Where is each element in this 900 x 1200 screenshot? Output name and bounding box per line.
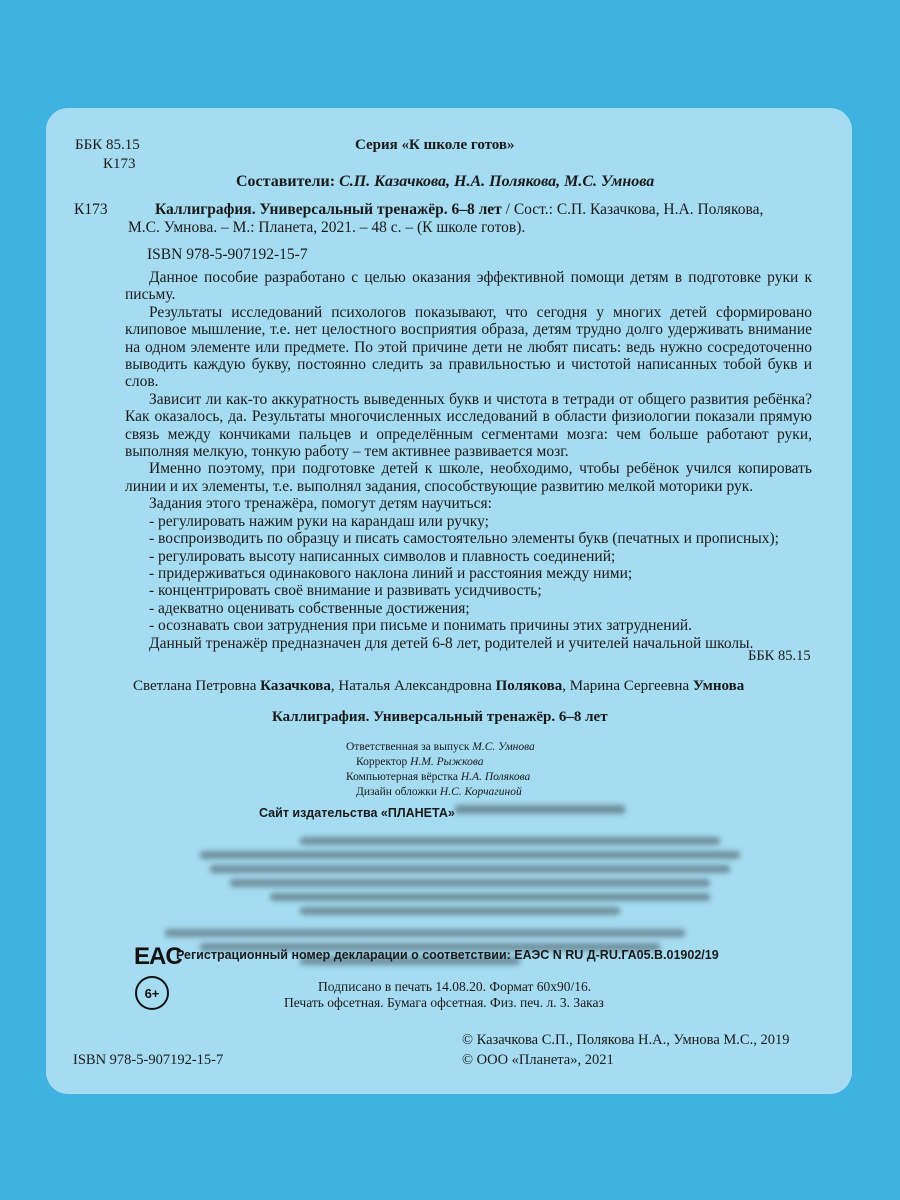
compilers-label: Составители: [236,173,336,190]
annotation-paragraph: Зависит ли как-то аккуратность выведенных букв и чистота в тетради от общего развития ребёнка? Как оказалось, да. Результаты многочисленных исследований в области физиологии показали прямую связь между кончиками пальцев и определённым сегментами мозга: чем больше работают руки, выполняя мелкую, тонкую работу – тем активнее развивается мозг. [125,390,812,461]
credit-role: Дизайн обложки [356,786,440,798]
blurred-site-url [455,805,625,819]
compilers-names: С.П. Казачкова, Н.А. Полякова, М.С. Умнова [339,173,655,190]
credits-block [340,740,535,800]
catalog-title: Каллиграфия. Универсальный тренажёр. 6–8 лет [155,201,502,218]
author-mark: К173 [103,156,136,172]
credit-name: М.С. Умнова [472,741,535,753]
skill-list-item: - придерживаться одинакового наклона линий и расстояния между ними; [149,564,633,582]
credit-line [340,770,535,785]
credit-name: Н.М. Рыжкова [410,756,484,768]
skill-list-item: - регулировать нажим руки на карандаш или ручку; [149,512,489,530]
author-2-first: , Наталья Александровна [330,678,496,694]
bbk-code: ББК 85.15 [75,137,140,153]
annotation-paragraph: Данное пособие разработано с целью оказания эффективной помощи детям в подготовке руки к письму. [125,269,812,304]
imprint-isbn: ISBN 978-5-907192-15-7 [73,1052,224,1068]
catalog-line-1 [155,201,763,219]
annotation-text [125,269,812,652]
credit-line [340,740,535,755]
author-1-last: Казачкова [260,678,331,694]
credit-role: Компьютерная вёрстка [346,771,461,783]
skill-list-item: - воспроизводить по образцу и писать самостоятельно элементы букв (печатных и прописных); [149,530,779,548]
author-1-first: Светлана Петровна [133,678,261,694]
compilers-line [236,173,654,191]
eac-mark-icon: EAC [134,943,182,970]
credit-name: Н.А. Полякова [460,771,531,783]
skill-list-item: - осознавать свои затруднения при письме и понимать причины этих затруднений. [149,617,693,635]
catalog-code: К173 [74,201,108,218]
imprint-bbk: ББК 85.15 [748,648,811,664]
author-3-last: Умнова [692,678,745,694]
catalog-isbn: ISBN 978-5-907192-15-7 [147,246,308,263]
credit-line [340,785,535,800]
credit-line [340,755,535,770]
publisher-site-label: Сайт издательства «ПЛАНЕТА» [259,806,455,820]
annotation-paragraph: Задания этого тренажёра, помогут детям научиться: [149,495,492,513]
credit-role: Ответственная за выпуск [346,741,473,753]
series-title: Серия «К школе готов» [355,137,515,153]
copyright-authors: © Казачкова С.П., Полякова Н.А., Умнова М.С., 2019 [462,1032,790,1048]
print-info-line-2: Печать офсетная. Бумага офсетная. Физ. печ. л. 3. Заказ [284,995,604,1010]
author-2-last: Полякова [495,678,563,694]
annotation-paragraph: Результаты исследований психологов показывают, что сегодня у многих детей сформировано клиповое мышление, т.е. нет целостного восприятия образа, детям трудно долго удерживать внимание на одном элементе или предмете. По этой причине дети не любят писать: ведь нужно сосредоточенно выводить каждую букву, постоянно следить за правильностью и чистотой написанных тобой букв и слов. [125,303,812,391]
annotation-closing: Данный тренажёр предназначен для детей 6-8 лет, родителей и учителей начальной школы. [149,634,754,652]
copyright-publisher: © ООО «Планета», 2021 [462,1052,614,1068]
registration-number: Регистрационный номер декларации о соответствии: ЕАЭС N RU Д-RU.ГА05.В.01902/19 [176,948,719,962]
catalog-line-1-rest: / Сост.: С.П. Казачкова, Н.А. Полякова, [501,201,764,218]
imprint-book-title: Каллиграфия. Универсальный тренажёр. 6–8 лет [272,709,608,725]
skill-list-item: - регулировать высоту написанных символов и плавность соединений; [149,547,616,565]
age-rating-badge: 6+ [135,976,169,1010]
print-info-line-1: Подписано в печать 14.08.20. Формат 60х90/16. [318,979,592,994]
catalog-line-2: М.С. Умнова. – М.: Планета, 2021. – 48 с. – (К школе готов). [128,219,526,236]
credit-name: Н.С. Корчагиной [439,786,522,798]
skill-list-item: - концентрировать своё внимание и развивать усидчивость; [149,582,542,600]
credit-role: Корректор [356,756,411,768]
authors-line [133,678,744,695]
skill-list-item: - адекватно оценивать собственные достижения; [149,599,470,617]
annotation-paragraph: Именно поэтому, при подготовке детей к школе, необходимо, чтобы ребёнок учился копировать линии и их элементы, т.е. выполнял задания, способствующие развитию мелкой моторики рук. [125,460,812,495]
author-3-first: , Марина Сергеевна [562,678,693,694]
